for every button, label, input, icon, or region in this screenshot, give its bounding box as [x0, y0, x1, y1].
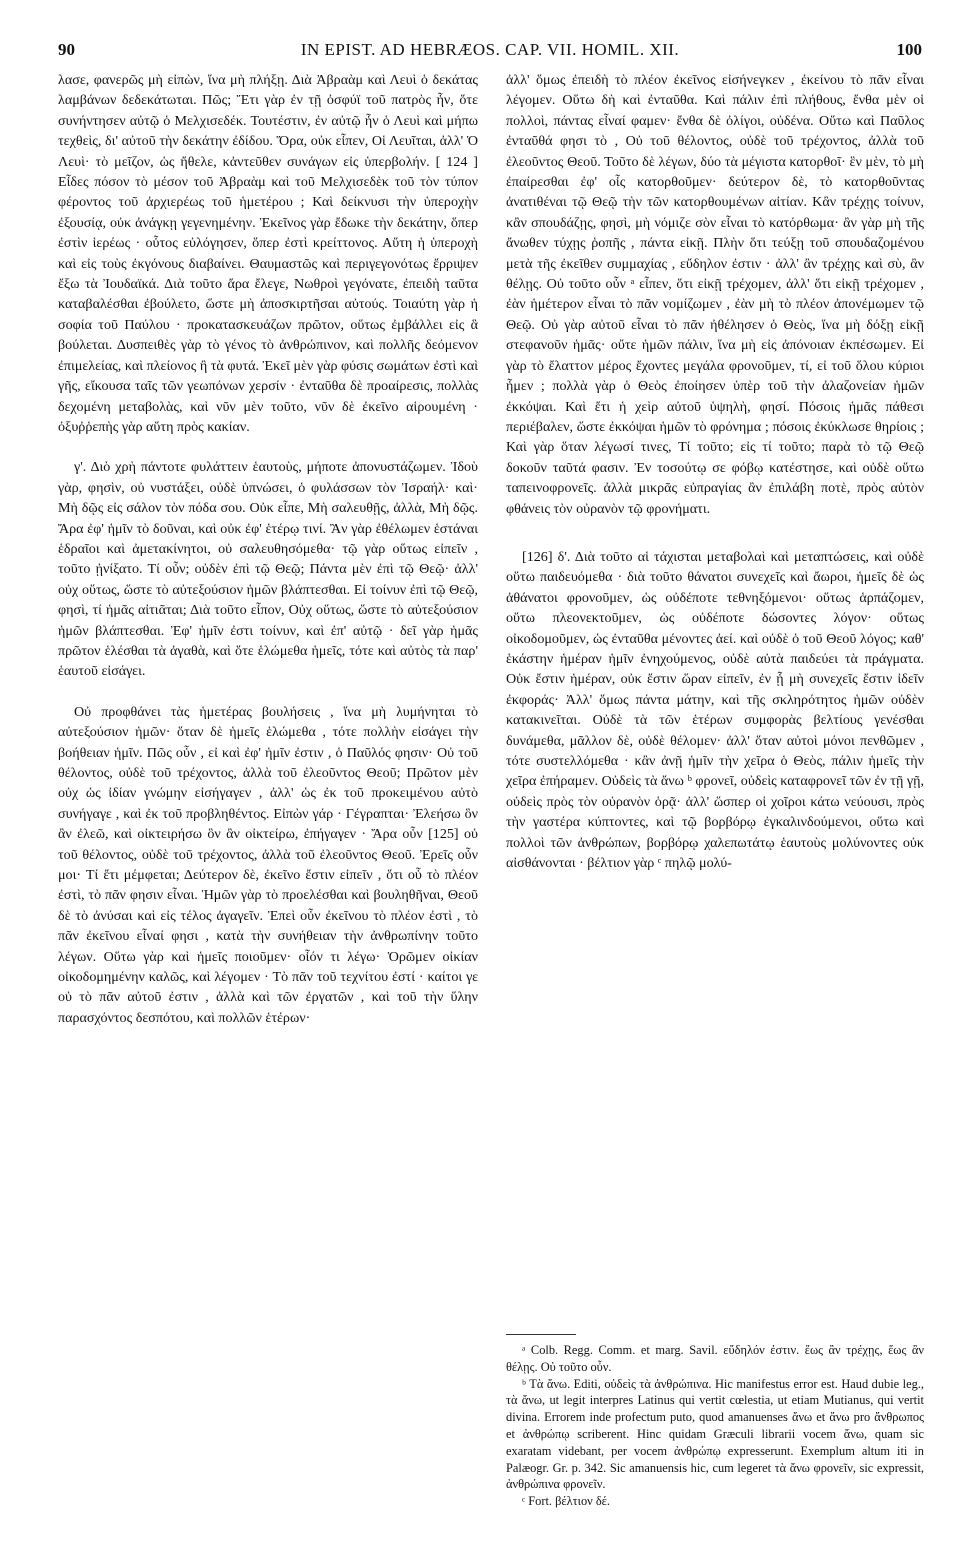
paragraph: [126] δ'. Διὰ τοῦτο αἱ τάχισται μεταβολαὶ καὶ μεταπτώσεις, καὶ οὐδὲ οὕτω παιδευόμεθα · διὰ τοῦτο θάνατοι συνεχεῖς καὶ ἄωροι, ἡμεῖς δὲ ὡς ἀθάνατοι φρονοῦμεν, ὡς οὐδέποτε τεθνηξόμενοι· οὕτως ἁρπάζομεν, οὕτω πλεονεκτοῦμεν, ὡς οὐδέποτε δώσοντες λόγον· οὕτως οἰκοδομοῦμεν, ὡς ἐνταῦθα μένοντες ἀεί. καὶ οὐδὲ ὁ τοῦ Θεοῦ λόγος; καθ' ἑκάστην ἡμέραν ἡμῖν ἐνηχούμενος, οὐδὲ αὐτὰ παιδεύει τὰ πράγματα. Οὐκ ἔστιν ἡμέραν, οὐκ ἔστιν ὥραν εἰπεῖν, ἐν ᾗ μὴ συνεχεῖς ἔστιν ἰδεῖν ἐκφοράς· Ἀλλ' ὅμως πάντα μάτην, καὶ τῆς σκληρότητος ἡμῶν οὐδὲν κατακινεῖται. Οὐδὲ τὰ τῶν ἑτέρων συμφορὰς βελτίους γενέσθαι δυνάμεθα, μᾶλλον δὲ, οὐδὲ θέλομεν· ἀλλ' ὅταν αὐτοὶ μόνοι πενθῶμεν , τότε συστελλόμεθα · κἂν ἀνῇ ἡμῖν τὴν χεῖρα ὁ Θεὸς, πάλιν ἡμεῖς τὴν χεῖρα ἐπήραμεν. Οὐδεὶς τὰ ἄνω ᵇ φρονεῖ, οὐδεὶς καταφρονεῖ τῶν ἐν τῇ γῇ, οὐδεὶς πρὸς τὸν οὐρανὸν ὁρᾷ· ἀλλ' ὥσπερ οἱ χοῖροι κάτω νεύουσι, πρὸς τὴν γαστέρα κύπτοντες, καὶ τῷ βορβόρῳ ἐγκαλινδούμενοι, οὕτω καὶ πολλοὶ τῶν ἀνθρώπων, βορβόρῳ χαλεπωτάτῳ ἑαυτοὺς μολύνοντες οὐκ αἰσθάνονται · βέλτιον γὰρ ᶜ πηλῷ μολύ- [506, 548, 924, 872]
paragraph: Οὐ προφθάνει τὰς ἡμετέρας βουλήσεις , ἵνα μὴ λυμήνηται τὸ αὐτεξούσιον ἡμῶν· ὅταν δὲ ἡμεῖς ἑλώμεθα , τότε πολλὴν εἰσάγει τὴν βοήθειαν ἡμῖν. Πῶς οὖν , εἰ καὶ ἐφ' ἡμῖν ἐστιν , ὁ Παῦλός φησιν· Οὐ τοῦ θέλοντος, οὐδὲ τοῦ τρέχοντος, ἀλλὰ τοῦ ἐλεοῦντος Θεοῦ; Πρῶτον μὲν οὐχ ὡς ἰδίαν γνώμην εἰσήγαγεν , ἀλλ' ὡς ἐκ τοῦ προκειμένου αὐτὸ συνήγαγε , καὶ ἐκ τοῦ προβληθέντος. Εἰπὼν γάρ · Γέγραπται· Ἐλεήσω ὃν ἂν ἐλεῶ, καὶ οἰκτειρήσω ὃν ἂν οἰκτείρω, ἐπήγαγεν · Ἄρα οὖν [125] οὐ τοῦ θέλοντος, οὐδὲ τοῦ τρέχοντος, ἀλλὰ τοῦ ἐλεοῦντος Θεοῦ. Ἐρεῖς οὖν μοι· Τί ἔτι μέμφεται; Δεύτερον δὲ, ἐκεῖνο ἔστιν εἰπεῖν , ὅτι οὗ τὸ πλέον ἐστὶ, τὸ πᾶν φησιν εἶναι. Ἡμῶν γὰρ τὸ προελέσθαι καὶ βουληθῆναι, Θεοῦ δὲ τὸ ἀνύσαι καὶ εἰς τέλος ἀγαγεῖν. Ἐπεὶ οὖν ἐκεῖνου τὸ πλέον ἐστὶ , τὸ πᾶν ἐκεῖνου εἶναί φησι , κατὰ τὴν συνήθειαν τὴν ἀνθρωπίνην τοῦτο λέγων. Οὕτω γὰρ καὶ ἡμεῖς ποιοῦμεν· οἷόν τι λέγω· Ὁρῶμεν οἰκίαν οἰκοδομημένην καλῶς, καὶ λέγομεν · Τὸ πᾶν τοῦ τεχνίτου ἐστί · καίτοι γε οὐ τὸ πᾶν αὐτοῦ ἐστιν , ἀλλὰ καὶ τῶν ἐργατῶν , καὶ τοῦ τὴν ὕλην παρασχόντος δεσπότου, καὶ πολλῶν ἑτέρων· [58, 703, 478, 1026]
right-column [506, 70, 924, 873]
paragraph: γ'. Διὸ χρὴ πάντοτε φυλάττειν ἑαυτοὺς, μήποτε ἀπονυστάζωμεν. Ἰδοὺ γὰρ, φησὶν, οὐ νυστάξει, οὐδὲ ὑπνώσει, ὁ φυλάσσων τὸν Ἰσραήλ· καὶ· Μὴ δῷς εἰς σάλον τὸν πόδα σου. Οὐκ εἶπε, Μὴ σαλευθῇς, ἀλλὰ, Μὴ δῷς. Ἄρα ἐφ' ἡμῖν τὸ δοῦναι, καὶ οὐκ ἐφ' ἑτέρῳ τινί. Ἂν γὰρ ἐθέλωμεν ἑστάναι ἑδραῖοι καὶ ἀμετακίνητοι, οὐ σαλευθησόμεθα· τῷ γὰρ οὕτως εἰπεῖν , τοῦτο ᾐνίξατο. Τί οὖν; οὐδὲν ἐπὶ τῷ Θεῷ; Πάντα μὲν ἐπὶ τῷ Θεῷ· ἀλλ' οὐχ οὕτως, ὥστε τὸ αὐτεξούσιον ἡμῶν βλάπτεσθαι. Εἰ τοίνυν ἐπὶ τῷ Θεῷ, φησὶ, τί ἡμᾶς αἰτιᾶται; Διὰ τοῦτο εἶπον, Οὐχ οὕτως, ὥστε τὸ αὐτεξούσιον ἡμῶν βλάπτεσθαι. Ἐφ' ἡμῖν ἐστι τοίνυν, καὶ ἐπ' αὐτῷ · δεῖ γὰρ ἡμᾶς πρῶτον ἑλέσθαι τὰ ἀγαθὰ, καὶ ὅτε ἑλώμεθα ἡμεῖς, τότε καὶ αὐτὸς τὰ παρ' ἑαυτοῦ εἰσάγει. [58, 459, 478, 680]
footnote: ᶜ Fort. βέλτιον δέ. [522, 1494, 610, 1509]
page-number-left: 90 [58, 40, 75, 59]
left-column [58, 70, 478, 1028]
running-title: IN EPIST. AD HEBRÆOS. CAP. VII. HOMIL. XII. [300, 40, 680, 59]
paragraph: ἀλλ' ὅμως ἐπειδὴ τὸ πλέον ἐκεῖνος εἰσήνεγκεν , ἐκείνου τὸ πᾶν εἶναι λέγομεν. Οὕτω δὴ καὶ ἐνταῦθα. Καὶ πάλιν ἐπὶ πλήθους, ἔνθα μὲν οἱ πολλοὶ, πάντας εἶναί φαμεν· ἔνθα δὲ ὀλίγοι, οὐδένα. Οὕτω καὶ Παῦλος ἐνταῦθά φησι τὸ , Οὐ τοῦ θέλοντος, οὐδὲ τοῦ τρέχοντος, ἀλλὰ τοῦ ἐλεοῦντος Θεοῦ. Τοῦτο δὲ λέγων, δύο τὰ μέγιστα κατορθοῖ· ἓν μὲν, τὸ μὴ ἐπαίρεσθαι ἐφ' οἷς κατορθοῦμεν· δεύτερον δὲ, τὸ κατορθοῦντας ἀνατιθέναι τῷ Θεῷ τὴν τῶν κατορθουμένων αἰτίαν. Κἂν τρέχῃς τοίνυν, κἂν σπουδάζῃς, φησὶ, μὴ νόμιζε σὸν εἶναι τὸ κατόρθωμα· ἂν γὰρ μὴ τῆς ἄνωθεν τύχῃς ῥοπῆς , πάντα εἰκῇ. Πλὴν ὅτι τεύξῃ τοῦ σπουδαζομένου μετὰ τῆς ἐκεῖθεν συμμαχίας , εὔδηλον ἐστιν · ἀλλ' ἂν τρέχῃς καὶ σὺ, ἂν θέλῃς. Οὐ τοῦτο οὖν ᵃ εἶπεν, ὅτι εἰκῇ τρέχομεν, ἀλλ' ὅτι εἰκῇ τρέχομεν , ἐὰν ἡμέτερον εἶναι τὸ πᾶν νομίζωμεν , ἐὰν μὴ τὸ πλέον ἀπονέμωμεν τῷ Θεῷ. Οὐ γὰρ αὐτοῦ εἶναι τὸ πᾶν ἠθέλησεν ὁ Θεὸς, ἵνα μὴ δόξῃ εἰκῇ στεφανοῦν ἡμᾶς· οὔτε ἡμῶν πάλιν, ἵνα μὴ εἰς ἀπόνοιαν ἐκπέσωμεν. Εἰ γὰρ τὸ ἔλαττον μέρος ἔχοντες μεγάλα φρονοῦμεν, τί, εἰ τοῦ ὅλου κύριοι ἦμεν ; πολλὰ γὰρ ὁ Θεὸς ἐποίησεν ὑπὲρ τοῦ τὴν ἀλαζονείαν ἡμῶν ἐκκόψαι. Καὶ ἔτι ἡ χεὶρ αὐτοῦ ὑψηλὴ, φησί. Πόσοις ἡμᾶς πάθεσι περιέβαλεν, ὥστε ἐκκόψαι ἡμῶν τὸ φρόνημα ; πόσοις ἐκύκλωσε θηρίοις ; Καὶ γὰρ ὅταν λέγωσί τινες, Τί τοῦτο; εἰς τί τοῦτο; παρὰ τὸ τῷ Θεῷ δοκοῦν ταῦτά φασιν. Ἐν τοσούτῳ σε φόβῳ κατέστησε, καὶ οὐδὲ οὕτω ταπεινοφρονεῖς. ἀλλὰ μικρᾶς εὐπραγίας ἂν ἐπιλάβη ποτὲ, πρὸς αὐτὸν φθάνεις τὸν οὐρανὸν τῷ φρονήματι. [506, 72, 924, 517]
footnotes [506, 1342, 924, 1510]
paragraph: λασε, φανερῶς μὴ εἰπὼν, ἵνα μὴ πλήξῃ. Διὰ Ἀβραὰμ καὶ Λευὶ ὁ δεκάτας λαμβάνων δεδεκάτωται. Πῶς; Ἔτι γὰρ ἐν τῇ ὀσφύϊ τοῦ πατρὸς ἦν, ὅτε συνήντησεν αὐτῷ ὁ Μελχισεδέκ. Τουτέστιν, ἐν αὐτῷ ἦν ὁ Λευὶ καὶ μήπω τεχθεὶς, δι' αὐτοῦ τὴν δεκάτην ἐδίδου. Ὅρα, οὐκ εἶπεν, Οἱ Λευῖται, ἀλλ' Ὁ Λευὶ· τὸ μεῖζον, ὡς ἤθελε, κἀντεῦθεν συνάγων εἰς ὑπερβολήν. [ 124 ] Εἶδες πόσον τὸ μέσον τοῦ Ἀβραὰμ καὶ τοῦ Μελχισεδὲκ τοῦ τὸν τύπον φέροντος τοῦ ἀρχιερέως τοῦ ἡμετέρου ; Καὶ δείκνυσι τὴν ὑπεροχὴν ἐξουσίᾳ, οὐκ ἀνάγκῃ γεγενημένην. Ἐκεῖνος γὰρ ἔδωκε τὴν δεκάτην, ὅπερ ἐστὶν ἱερέως · οὗτος εὐλόγησεν, ὅπερ ἐστὶ κρείττονος. Αὕτη ἡ ὑπεροχὴ καὶ εἰς τοὺς ἐκγόνους διαβαίνει. Θαυμαστῶς καὶ περιγεγονότως ἔρριψεν ἔξω τὰ Ἰουδαϊκά. Διὰ τοῦτο ἄρα ἔλεγε, Νωθροὶ γεγόνατε, ἐπειδὴ ταῦτα καταβαλέσθαι ἐβούλετο, ὥστε μὴ ἀποσκιρτῆσαι αὐτούς. Τοιαύτη γὰρ ἡ σοφία τοῦ Παύλου · προκατασκευάζων πρῶτον, οὕτως ἐμβάλλει εἰς ἃ βούλεται. Δυσπειθὲς γὰρ τὸ γένος τὸ ἀνθρώπινον, καὶ πολλῆς δεόμενον ἐπιμελείας, καὶ πλείονος ἢ τὰ φυτά. Ἐκεῖ μὲν γὰρ φύσις σωμάτων ἐστὶ καὶ γῆς, εἴκουσα ταῖς τῶν γεωπόνων χερσίν · ἐνταῦθα δὲ προαίρεσις, πολλὰς δεχομένη μεταβολὰς, καὶ νῦν μὲν τοῦτο, νῦν δὲ ἐκεῖνο αἱρουμένη · ὀξυῤῥεπὴς γὰρ αὕτη πρὸς κακίαν. [58, 72, 478, 435]
page-number-right: 100 [896, 40, 922, 59]
page-header [58, 40, 922, 66]
footnote: ᵃ Colb. Regg. Comm. et marg. Savil. εὔδηλόν ἐστιν. ἕως ἂν τρέχῃς, ἕως ἂν θέλῃς. Οὐ τοῦτο οὖν. [506, 1343, 924, 1374]
footnote-rule [506, 1334, 576, 1335]
footnote: ᵇ Τὰ ἄνω. Editi, οὐδεὶς τὰ ἀνθρώπινα. Hic manifestus error est. Haud dubie leg., τὰ ἄνω, ut legit interpres Latinus qui vertit cœlestia, ut etiam Mutianus, qui vertit divina. Errorem inde profectum puto, quod amanuenses ἄνω et ἄνω pro ἄνθρωπος et ἀνθρώπῳ scriberent. Hinc quidam Græculi librarii vocem ἄνω, quam sic exaratam videbant, per vocem ἀνθρώπῳ expresserunt. Exemplum altum iti in Palæogr. Gr. p. 342. Sic amanuensis hic, cum legeret τὰ ἄνω φρονεῖν, sic expressit, ἀνθρώπινα φρονεῖν. [506, 1376, 924, 1492]
